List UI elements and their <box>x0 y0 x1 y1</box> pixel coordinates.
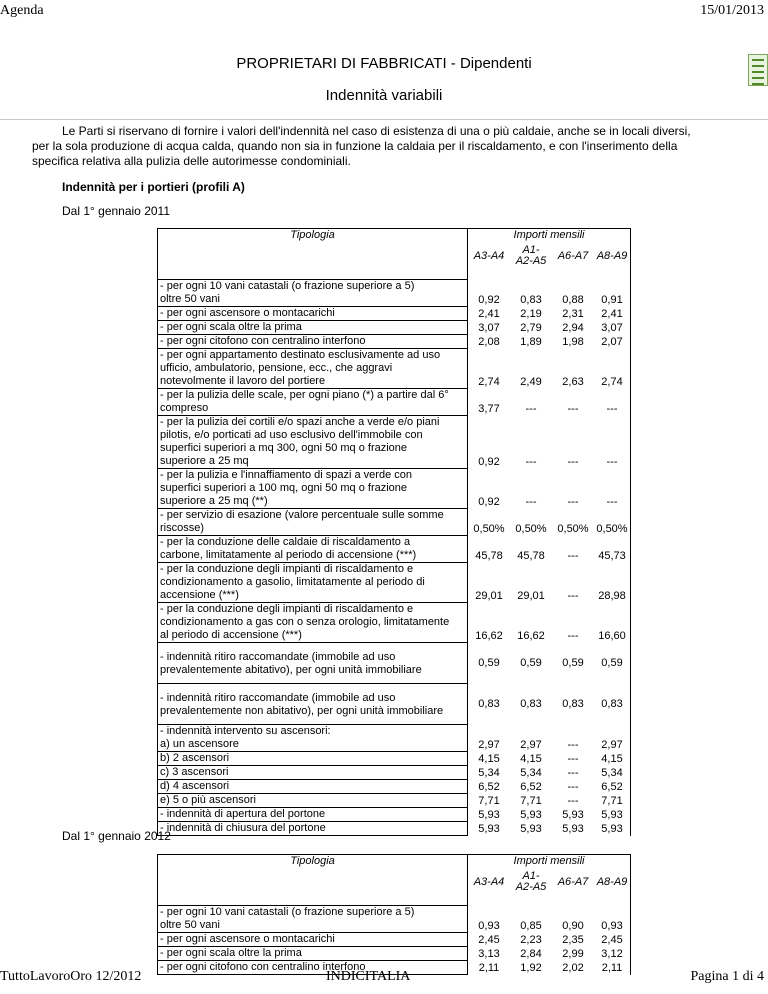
row-label-line: - per ogni 10 vani catastali (o frazione superiore a 5) <box>160 906 415 918</box>
row-value: 7,71 <box>520 794 542 807</box>
row-value: 0,50% <box>515 522 547 535</box>
row-value: --- <box>594 416 631 469</box>
row-value: 5,34 <box>478 766 500 779</box>
row-value: 2,35 <box>562 933 584 946</box>
header-col <box>468 243 511 269</box>
row-label <box>158 280 468 307</box>
header-col-label: A1-A2-A5 <box>515 243 547 267</box>
header-tipologia: Tipologia <box>158 229 468 270</box>
row-label-line: ufficio, ambulatorio, pensione, ecc., che aggravi <box>160 362 393 374</box>
header-col <box>510 869 552 895</box>
section-heading: Indennità per i portieri (profili A) <box>62 180 245 194</box>
row-label-line: e) 5 o più ascensori <box>160 794 256 806</box>
footer-center: INDICITALIA <box>326 969 411 984</box>
row-label-line: - per ogni 10 vani catastali (o frazione superiore a 5) <box>160 280 415 292</box>
table-row <box>158 725 631 752</box>
row-label-line: - per la conduzione degli impianti di riscaldamento e <box>160 563 414 575</box>
page-subtitle: Indennità variabili <box>325 87 443 104</box>
row-value: --- <box>567 455 579 468</box>
row-label-line: accensione (***) <box>160 589 239 601</box>
row-value: 5,93 <box>594 808 631 822</box>
table-header-row <box>158 229 631 244</box>
row-value: --- <box>567 752 579 765</box>
row-value: 0,50% <box>594 509 631 536</box>
row-value: --- <box>594 389 631 416</box>
row-label-line: condizionamento a gasolio, limitatamente al periodo di <box>160 576 425 588</box>
row-label-line: - per ogni citofono con centralino interfono <box>160 961 366 973</box>
table-date-label: Dal 1° gennaio 2011 <box>62 204 170 218</box>
row-label <box>158 906 468 933</box>
row-value: --- <box>567 589 579 602</box>
row-value: 1,98 <box>562 335 584 348</box>
row-value: 5,93 <box>520 808 542 821</box>
row-label <box>158 794 468 808</box>
row-value: 2,11 <box>594 961 631 975</box>
row-label-line: riscosse) <box>160 522 205 534</box>
row-label <box>158 752 468 766</box>
row-value: 2,23 <box>520 933 542 946</box>
row-value: --- <box>594 469 631 509</box>
row-label <box>158 643 468 684</box>
row-label <box>158 603 468 643</box>
table-row <box>158 536 631 563</box>
table-row <box>158 335 631 349</box>
row-value: --- <box>525 402 537 415</box>
row-value: 0,88 <box>562 293 584 306</box>
header-tipologia: Tipologia <box>158 855 468 896</box>
spacer-cell <box>468 269 631 280</box>
row-label-line: a) un ascensore <box>160 738 239 750</box>
header-col <box>552 243 594 269</box>
row-value: --- <box>525 495 537 508</box>
table-row <box>158 752 631 766</box>
row-label <box>158 321 468 335</box>
row-value: 5,34 <box>594 766 631 780</box>
row-value: 2,97 <box>520 738 542 751</box>
row-value: 45,73 <box>594 536 631 563</box>
row-label-line: notevolmente il lavoro del portiere <box>160 375 326 387</box>
row-value: 4,15 <box>594 752 631 766</box>
header-importi-mensili: Importi mensili <box>468 855 631 870</box>
row-value: 2,31 <box>562 307 584 320</box>
row-value: 6,52 <box>520 780 542 793</box>
row-value: 3,07 <box>594 321 631 335</box>
table-row <box>158 469 631 509</box>
row-label-line: - per la pulizia dei cortili e/o spazi anche a verde e/o piani <box>160 416 440 428</box>
row-label <box>158 416 468 469</box>
row-value: 0,90 <box>562 919 584 932</box>
table-row <box>158 307 631 321</box>
row-value: 0,92 <box>478 495 500 508</box>
footer-left: TuttoLavoroOro 12/2012 <box>0 969 142 984</box>
row-label-line: - per ogni scala oltre la prima <box>160 321 302 333</box>
table-spacer <box>158 895 631 906</box>
row-label-line: c) 3 ascensori <box>160 766 229 778</box>
row-label <box>158 822 468 836</box>
header-left: Agenda <box>0 3 44 18</box>
row-value: 6,52 <box>478 780 500 793</box>
row-value: 2,45 <box>478 933 500 946</box>
table-row <box>158 794 631 808</box>
table-row <box>158 684 631 725</box>
row-label <box>158 307 468 321</box>
row-value: 29,01 <box>517 589 545 602</box>
row-value: 1,92 <box>520 961 542 974</box>
header-col-label: A6-A7 <box>557 875 589 888</box>
row-label <box>158 389 468 416</box>
row-value: 3,07 <box>478 321 500 334</box>
row-value: 16,62 <box>475 629 503 642</box>
table-row <box>158 280 631 307</box>
row-value: 0,59 <box>594 643 631 684</box>
intro-line: Le Parti si riservano di fornire i valori dell'indennità nel caso di esistenza di una o più caldaie, anche se in locali diversi, <box>62 124 691 138</box>
row-value: 29,01 <box>475 589 503 602</box>
row-value: 0,59 <box>562 656 584 669</box>
row-label-line: - per ogni ascensore o montacarichi <box>160 933 335 945</box>
row-value: 4,15 <box>520 752 542 765</box>
row-value: --- <box>567 780 579 793</box>
spacer-cell <box>158 895 468 906</box>
row-label <box>158 335 468 349</box>
table-row <box>158 321 631 335</box>
row-label <box>158 684 468 725</box>
table-row <box>158 766 631 780</box>
row-value: 2,84 <box>520 947 542 960</box>
row-label-line: superfici superiori a mq 300, ogni 50 mq o frazione <box>160 442 408 454</box>
row-label-line: oltre 50 vani <box>160 919 220 931</box>
row-label <box>158 536 468 563</box>
row-value: 4,15 <box>478 752 500 765</box>
row-value: 2,97 <box>594 725 631 752</box>
row-label <box>158 509 468 536</box>
row-value: 2,94 <box>562 321 584 334</box>
table-row <box>158 906 631 933</box>
row-value: 5,93 <box>478 808 500 821</box>
row-value: 0,91 <box>594 280 631 307</box>
header-col <box>552 869 594 895</box>
row-value: 0,59 <box>520 656 542 669</box>
row-value: 45,78 <box>475 549 503 562</box>
row-value: 5,93 <box>594 822 631 836</box>
indemnity-table-2012 <box>157 854 631 975</box>
table-row <box>158 822 631 836</box>
row-value: 0,93 <box>594 906 631 933</box>
row-value: 2,08 <box>478 335 500 348</box>
row-label <box>158 808 468 822</box>
row-label-line: - per la conduzione degli impianti di riscaldamento e <box>160 603 414 615</box>
row-value: 0,83 <box>520 697 542 710</box>
row-label-line: - per la pulizia delle scale, per ogni piano (*) a partire dal 6° <box>160 389 449 401</box>
row-value: --- <box>567 495 579 508</box>
row-label-line: pilotis, e/o porticati ad uso esclusivo dell'immobile con <box>160 429 423 441</box>
row-value: --- <box>567 794 579 807</box>
table-header-row <box>158 855 631 870</box>
row-label-line: - indennità di apertura del portone <box>160 808 326 820</box>
row-label <box>158 780 468 794</box>
row-value: 0,92 <box>478 455 500 468</box>
row-value: 1,89 <box>520 335 542 348</box>
table-row <box>158 947 631 961</box>
row-value: --- <box>567 738 579 751</box>
table-spacer <box>158 269 631 280</box>
row-value: 0,83 <box>478 697 500 710</box>
header-date: 15/01/2013 <box>700 3 764 18</box>
row-label-line: - per ogni ascensore o montacarichi <box>160 307 335 319</box>
header-col <box>594 243 631 269</box>
row-value: 2,97 <box>478 738 500 751</box>
spacer-cell <box>158 269 468 280</box>
page-title: PROPRIETARI DI FABBRICATI - Dipendenti <box>236 55 532 72</box>
row-label-line: - per ogni appartamento destinato esclusivamente ad uso <box>160 349 441 361</box>
table-row <box>158 603 631 643</box>
row-value: 0,93 <box>478 919 500 932</box>
row-value: 2,45 <box>594 933 631 947</box>
header-col-label: A1-A2-A5 <box>515 869 547 893</box>
row-label-line: condizionamento a gas con o senza orologio, limitatamente <box>160 616 450 628</box>
header-col-label: A8-A9 <box>596 875 628 888</box>
row-label <box>158 469 468 509</box>
header-col-label: A6-A7 <box>557 249 589 262</box>
row-value: 0,83 <box>520 293 542 306</box>
row-value: 2,07 <box>594 335 631 349</box>
row-value: 5,93 <box>478 822 500 835</box>
row-value: 2,99 <box>562 947 584 960</box>
row-value: 3,77 <box>478 402 500 415</box>
row-value: 7,71 <box>478 794 500 807</box>
row-label-line: - indennità di chiusura del portone <box>160 822 326 834</box>
row-label <box>158 961 468 975</box>
row-value: 2,02 <box>562 961 584 974</box>
row-value: --- <box>567 402 579 415</box>
row-value: 2,79 <box>520 321 542 334</box>
row-label-line: superiore a 25 mq <box>160 455 249 467</box>
row-label-line: al periodo di accensione (***) <box>160 629 302 641</box>
row-label-line: - per la pulizia e l'innaffiamento di spazi a verde con <box>160 469 412 481</box>
row-value: 5,93 <box>562 808 584 821</box>
intro-line: specifica relativa alla pulizia delle autorimesse condominiali. <box>32 154 351 168</box>
row-value: --- <box>567 766 579 779</box>
header-col <box>468 869 511 895</box>
row-label-line: - per servizio di esazione (valore percentuale sulle somme <box>160 509 444 521</box>
row-value: 2,74 <box>594 349 631 389</box>
row-label <box>158 947 468 961</box>
row-value: 3,13 <box>478 947 500 960</box>
row-label-line: prevalentemente non abitativo), per ogni unità immobiliare <box>160 705 444 717</box>
table-row <box>158 780 631 794</box>
table-row <box>158 416 631 469</box>
row-value: 2,49 <box>520 375 542 388</box>
row-label-line: - indennità ritiro raccomandate (immobile ad uso <box>160 651 396 663</box>
row-label-line: superiore a 25 mq (**) <box>160 495 268 507</box>
row-label <box>158 349 468 389</box>
row-value: 5,93 <box>562 822 584 835</box>
spacer-cell <box>468 895 631 906</box>
row-value: --- <box>567 629 579 642</box>
table-row <box>158 389 631 416</box>
row-value: 16,62 <box>517 629 545 642</box>
table-row <box>158 563 631 603</box>
row-value: --- <box>567 549 579 562</box>
intro-line: per la sola produzione di acqua calda, quando non sia in funzione la caldaia per il riscaldamento, e con l'inserimento della <box>32 139 678 153</box>
row-value: 7,71 <box>594 794 631 808</box>
row-value: 0,50% <box>473 522 505 535</box>
table-row <box>158 643 631 684</box>
header-col-label: A3-A4 <box>473 249 505 262</box>
table-date-label: Dal 1° gennaio 2012 <box>62 829 171 843</box>
row-label-line: - per ogni scala oltre la prima <box>160 947 302 959</box>
table-row <box>158 808 631 822</box>
header-col-label: A3-A4 <box>473 875 505 888</box>
row-value: 16,60 <box>594 603 631 643</box>
row-value: 6,52 <box>594 780 631 794</box>
row-value: 0,50% <box>557 522 589 535</box>
row-label-line: - indennità intervento su ascensori: <box>160 725 331 737</box>
row-label-line: compreso <box>160 402 209 414</box>
row-label-line: carbone, limitatamente al periodo di accensione (***) <box>160 549 417 561</box>
indemnity-table-2011 <box>157 228 631 836</box>
row-value: 0,59 <box>478 656 500 669</box>
row-value: 0,83 <box>562 697 584 710</box>
table-row <box>158 933 631 947</box>
row-label-line: superfici superiori a 100 mq, ogni 50 mq o frazione <box>160 482 408 494</box>
row-value: 2,19 <box>520 307 542 320</box>
row-label-line: - per ogni citofono con centralino interfono <box>160 335 366 347</box>
row-value: 0,83 <box>594 684 631 725</box>
row-label <box>158 766 468 780</box>
intro-paragraph <box>32 124 744 169</box>
row-label-line: d) 4 ascensori <box>160 780 230 792</box>
row-label-line: - per la conduzione delle caldaie di riscaldamento a <box>160 536 411 548</box>
header-col <box>594 869 631 895</box>
row-value: 45,78 <box>517 549 545 562</box>
header-col <box>510 243 552 269</box>
row-value: 5,34 <box>520 766 542 779</box>
row-label-line: oltre 50 vani <box>160 293 220 305</box>
row-value: 28,98 <box>594 563 631 603</box>
row-value: 2,74 <box>478 375 500 388</box>
row-label-line: - indennità ritiro raccomandate (immobile ad uso <box>160 692 396 704</box>
table-row <box>158 509 631 536</box>
divider <box>0 119 768 120</box>
row-value: 2,11 <box>478 961 500 974</box>
table-row <box>158 349 631 389</box>
header-col-label: A8-A9 <box>596 249 628 262</box>
row-value: 2,41 <box>478 307 500 320</box>
row-value: 0,92 <box>478 293 500 306</box>
row-label <box>158 563 468 603</box>
row-value: 2,63 <box>562 375 584 388</box>
row-value: 0,85 <box>520 919 542 932</box>
row-value: --- <box>525 455 537 468</box>
row-label <box>158 725 468 752</box>
row-label <box>158 933 468 947</box>
row-value: 2,41 <box>594 307 631 321</box>
row-value: 3,12 <box>594 947 631 961</box>
footer-page: Pagina 1 di 4 <box>690 969 764 984</box>
row-label-line: prevalentemente abitativo), per ogni unità immobiliare <box>160 664 422 676</box>
row-label-line: b) 2 ascensori <box>160 752 230 764</box>
header-importi-mensili: Importi mensili <box>468 229 631 244</box>
row-value: 5,93 <box>520 822 542 835</box>
